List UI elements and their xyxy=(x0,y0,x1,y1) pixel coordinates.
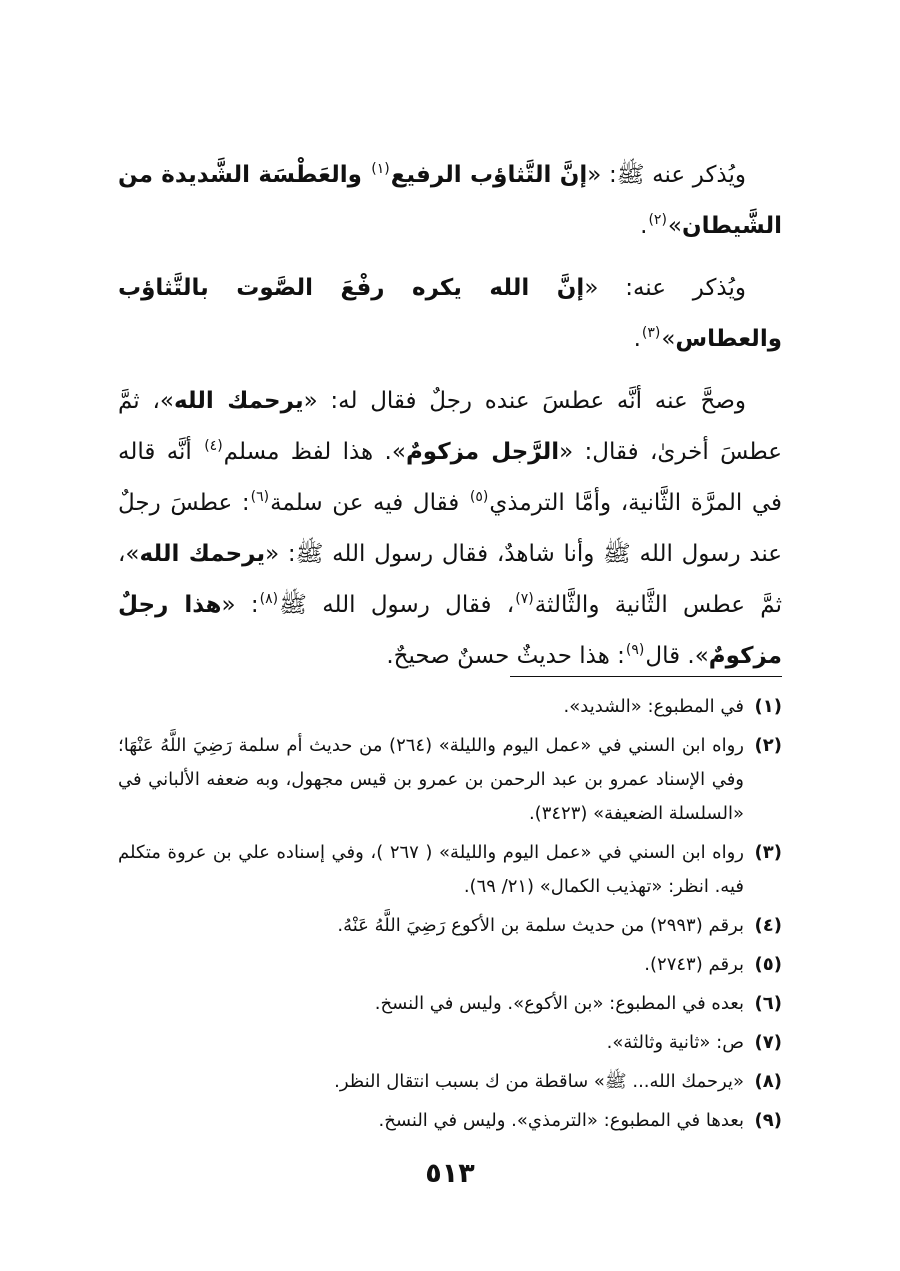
text-run: ». قال xyxy=(645,643,709,669)
paragraph-2 xyxy=(118,263,782,365)
footnote-text: برقم (٢٩٩٣) من حديث سلمة بن الأكوع رَضِيَ اللَّهُ عَنْهُ. xyxy=(337,915,744,936)
footnotes xyxy=(118,690,782,1143)
paragraph-1 xyxy=(118,150,782,252)
footnote-ref: (٤) xyxy=(204,438,223,455)
paragraph-3 xyxy=(118,376,782,682)
footnote-ref: (٢) xyxy=(648,212,667,229)
text-run: أنَّه قاله في المرَّة الثَّانية، وأمَّا الترمذي xyxy=(118,439,782,516)
text-run: » xyxy=(661,326,676,352)
text-run: » xyxy=(667,213,682,239)
footnote-number: (٨) xyxy=(754,1071,782,1092)
footnote-2 xyxy=(118,729,782,831)
emphasized-text: والعَطْسَة الشَّديدة من الشَّيطان xyxy=(118,162,782,239)
emphasized-text: يرحمك الله xyxy=(139,541,266,567)
footnote-text: برقم (٢٧٤٣). xyxy=(644,954,744,975)
footnote-divider xyxy=(510,676,782,677)
text-run: . xyxy=(640,213,648,239)
text-run: : « xyxy=(221,592,259,618)
footnote-number: (٥) xyxy=(754,954,782,975)
text-run: فقال فيه عن سلمة xyxy=(270,490,469,516)
main-text xyxy=(118,150,782,693)
footnote-5 xyxy=(118,948,782,982)
footnote-3 xyxy=(118,836,782,904)
footnote-4 xyxy=(118,909,782,943)
footnote-number: (٣) xyxy=(754,842,782,863)
footnote-ref: (٣) xyxy=(641,325,661,342)
footnote-number: (٤) xyxy=(754,915,782,936)
page-number: ٥١٣ xyxy=(425,1158,475,1189)
footnote-text: رواه ابن السني في «عمل اليوم والليلة» ( ٢٦٧ )، وفي إسناده علي بن عروة متكلم فيه. انظر: «تهذيب الكمال» (٢١/ ٦٩). xyxy=(118,842,744,897)
footnote-ref: (٥) xyxy=(469,489,489,506)
emphasized-text: إنَّ الله يكره رفْعَ الصَّوت بالتَّثاؤب والعطاس xyxy=(118,275,782,352)
footnote-ref: (٧) xyxy=(515,591,534,608)
text-run: »، ثمَّ عطس الثَّانية والثَّالثة xyxy=(118,541,782,618)
footnote-text: ص: «ثانية وثالثة». xyxy=(606,1032,744,1053)
text-run: . xyxy=(633,326,641,352)
footnote-text: في المطبوع: «الشديد». xyxy=(563,696,744,717)
footnote-9 xyxy=(118,1104,782,1138)
footnote-number: (٦) xyxy=(754,993,782,1014)
footnote-number: (٧) xyxy=(754,1032,782,1053)
text-run: ويُذكر عنه: « xyxy=(584,275,746,301)
footnote-text: رواه ابن السني في «عمل اليوم والليلة» (٢٦٤) من حديث أم سلمة رَضِيَ اللَّهُ عَنْهَا؛ وفي الإسناد عمرو بن عبد الرحمن بن عمرو بن قيس مجهول، وبه ضعفه الألباني في «السلسلة الضعيفة» (٣٤٢٣). xyxy=(118,735,744,824)
footnote-ref: (٩) xyxy=(625,642,645,659)
footnote-text: «يرحمك الله... ﷺ» ساقطة من ك بسبب انتقال النظر. xyxy=(334,1071,744,1092)
footnote-ref: (٨) xyxy=(259,591,279,608)
footnote-ref: (٦) xyxy=(250,489,270,506)
text-run: : هذا حديثٌ حسنٌ صحيحٌ. xyxy=(386,643,625,669)
text-run: »، ثمَّ عطسَ أخرىٰ، فقال: « xyxy=(118,388,782,465)
text-run: : عطسَ رجلٌ عند رسول الله ﷺ وأنا شاهدٌ، فقال رسول الله ﷺ: « xyxy=(118,490,782,567)
footnote-number: (١) xyxy=(754,696,782,717)
text-run: وصحَّ عنه أنَّه عطسَ عنده رجلٌ فقال له: « xyxy=(303,388,746,414)
footnote-number: (٢) xyxy=(754,735,782,756)
emphasized-text: إنَّ التَّثاؤب الرفيع xyxy=(390,162,588,188)
footnote-number: (٩) xyxy=(754,1110,782,1131)
footnote-1 xyxy=(118,690,782,724)
footnote-ref: (١) xyxy=(371,161,390,178)
text-run: ». هذا لفظ مسلم xyxy=(223,439,406,465)
footnote-text: بعده في المطبوع: «بن الأكوع». وليس في النسخ. xyxy=(374,993,744,1014)
footnote-8 xyxy=(118,1065,782,1099)
emphasized-text: الرَّجل مزكومٌ xyxy=(405,439,560,465)
footnote-text: بعدها في المطبوع: «الترمذي». وليس في النسخ. xyxy=(378,1110,744,1131)
text-run: ويُذكر عنه ﷺ: « xyxy=(587,162,746,188)
text-run: ، فقال رسول الله ﷺ xyxy=(279,592,515,618)
emphasized-text: هذا رجلٌ مزكومٌ xyxy=(118,592,782,669)
footnote-6 xyxy=(118,987,782,1021)
emphasized-text: يرحمك الله xyxy=(173,388,304,414)
footnote-7 xyxy=(118,1026,782,1060)
